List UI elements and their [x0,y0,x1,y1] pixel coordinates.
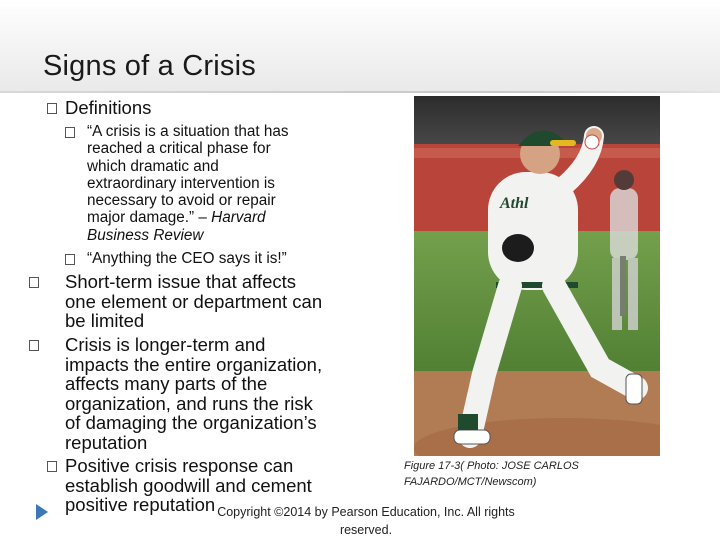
bullet-icon [45,459,59,473]
bullet-icon [27,338,41,352]
definition-line: extraordinary intervention is [87,174,275,192]
bullet-icon [27,275,41,289]
definition-line: necessary to avoid or repair [87,192,276,210]
title-divider [0,91,720,93]
attribution-line: Business Review [87,226,204,244]
copyright-footer: Copyright ©2014 by Pearson Education, Inc. All rights reserved. [217,505,515,537]
sub-bullet-icon [63,252,77,266]
definition-ceo: “Anything the CEO says it is!” [87,250,287,267]
svg-text:Athl: Athl [500,195,529,212]
bullet-longer-term: Crisis is longer-term and impacts the entire organization, affects many parts of the organization, and runs the risk of damaging the organization’s reputation [65,334,323,453]
play-triangle-icon[interactable] [36,504,48,520]
slide-title: Signs of a Crisis [43,50,256,82]
bullet-definitions: Definitions [65,97,152,118]
definition-line-with-attribution: major damage.” – Harvard [87,209,266,227]
definition-line: which dramatic and [87,157,219,175]
attribution: Harvard [211,209,266,227]
bullet-positive: Positive crisis response can establish goodwill and cement positive reputation [65,455,312,515]
definition-line: reached a critical phase for [87,140,271,158]
sub-bullet-icon [63,125,77,139]
figure-caption: Figure 17-3( Photo: JOSE CARLOS FAJARDO/MCT/Newscom) [404,460,579,488]
bullet-icon [45,101,59,115]
definition-harvard [87,123,387,244]
pitcher-photo [414,96,660,456]
bullet-short-term: Short-term issue that affects one element or department can be limited [65,271,323,331]
definition-line: “A crisis is a situation that has [87,123,289,140]
